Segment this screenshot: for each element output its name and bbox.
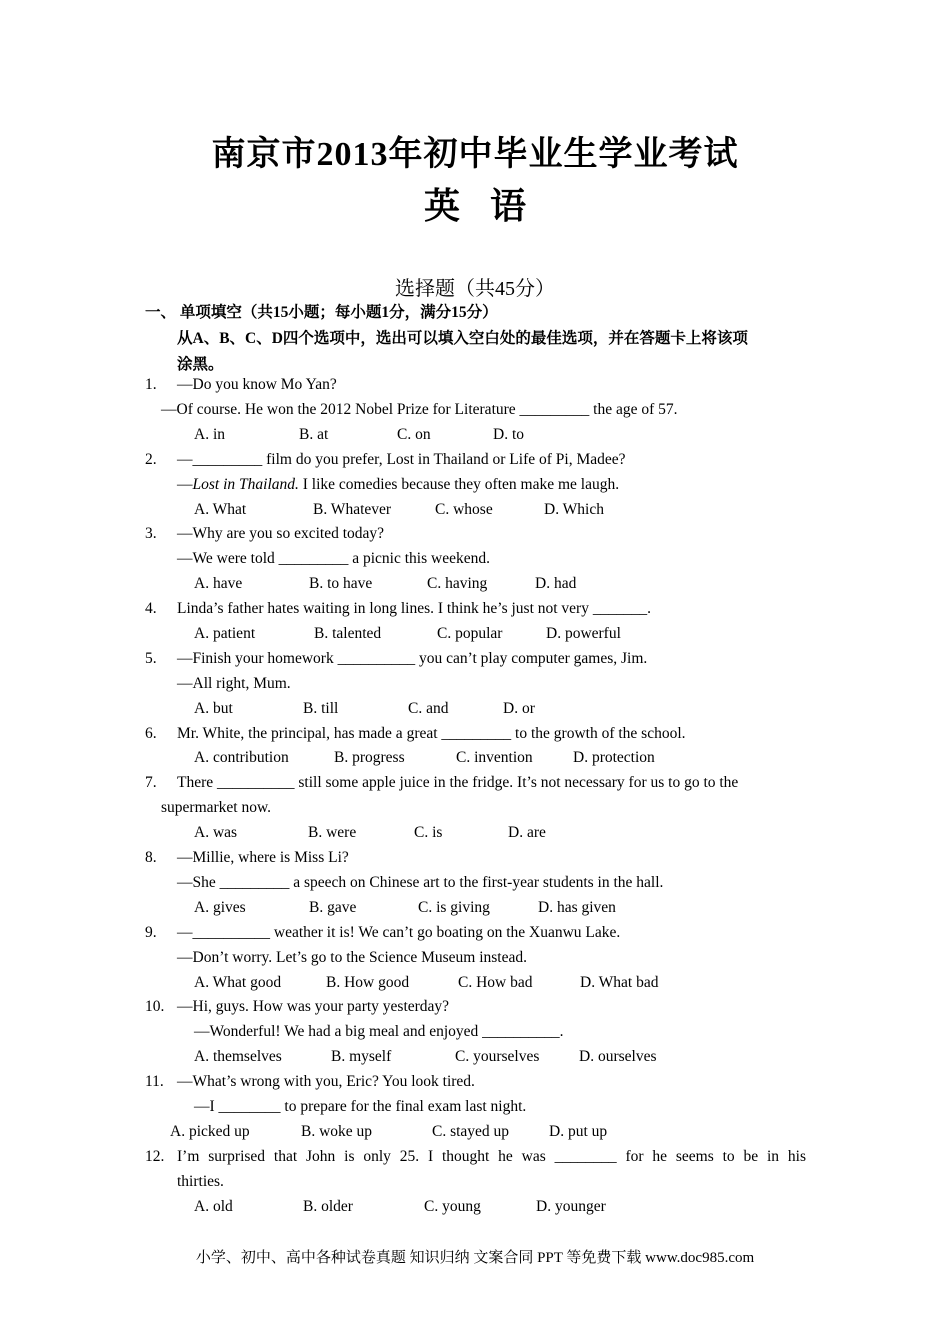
question-number: 1. bbox=[145, 376, 157, 393]
option: D. protection bbox=[573, 749, 655, 766]
question-number: 4. bbox=[145, 600, 157, 617]
question-number: 10. bbox=[145, 998, 165, 1015]
option: D. had bbox=[535, 575, 577, 592]
option: C. having bbox=[427, 575, 488, 592]
question-number: 9. bbox=[145, 924, 157, 941]
question-line: —All right, Mum. bbox=[177, 675, 291, 692]
option: B. gave bbox=[309, 899, 357, 916]
option: C. yourselves bbox=[455, 1048, 540, 1065]
option: A. in bbox=[194, 426, 225, 443]
option: D. Which bbox=[544, 501, 604, 518]
option: A. old bbox=[194, 1198, 233, 1215]
question-line: —Why are you so excited today? bbox=[177, 525, 385, 542]
option: A. gives bbox=[194, 899, 246, 916]
dash: — bbox=[177, 476, 193, 493]
option: D. powerful bbox=[546, 625, 621, 642]
option: C. popular bbox=[437, 625, 503, 642]
footer-text: 小学、初中、高中各种试卷真题 知识归纳 文案合同 PPT 等免费下载 www.doc985.com bbox=[195, 1250, 755, 1266]
question-number: 2. bbox=[145, 451, 157, 468]
option: A. was bbox=[194, 824, 238, 841]
option: C. is giving bbox=[418, 899, 490, 916]
option: B. woke up bbox=[301, 1123, 373, 1140]
page-title: 南京市2013年初中毕业生学业考试 bbox=[211, 136, 739, 173]
question-line: There __________ still some apple juice in the fridge. It’s not necessary for us to go to the bbox=[177, 774, 739, 791]
question-line: —_________ film do you prefer, Lost in Thailand or Life of Pi, Madee? bbox=[177, 451, 626, 468]
question-line: —What’s wrong with you, Eric? You look tired. bbox=[177, 1073, 475, 1090]
option: B. were bbox=[308, 824, 357, 841]
option: C. whose bbox=[435, 501, 493, 518]
question-number: 11. bbox=[145, 1073, 164, 1090]
question-number: 3. bbox=[145, 525, 157, 542]
question-line: Linda’s father hates waiting in long lines. I think he’s just not very _______. bbox=[177, 600, 651, 617]
option: D. younger bbox=[536, 1198, 606, 1215]
option: B. older bbox=[303, 1198, 353, 1215]
question-line: I’m surprised that John is only 25. I thought he was ________ for he seems to be in his bbox=[177, 1148, 806, 1165]
part-heading: 一、 单项填空（共15小题；每小题1分，满分15分） bbox=[145, 304, 498, 321]
option: B. Whatever bbox=[313, 501, 392, 518]
option: D. are bbox=[508, 824, 546, 841]
option: A. picked up bbox=[170, 1123, 250, 1140]
question-number: 12. bbox=[145, 1148, 165, 1165]
option: D. What bad bbox=[580, 974, 659, 991]
option: C. invention bbox=[456, 749, 533, 766]
option: D. has given bbox=[538, 899, 616, 916]
italic-title: Lost in Thailand. bbox=[192, 476, 299, 493]
question-number: 8. bbox=[145, 849, 157, 866]
option: B. till bbox=[303, 700, 339, 717]
question-line: supermarket now. bbox=[161, 799, 272, 816]
question-line: —Don’t worry. Let’s go to the Science Museum instead. bbox=[177, 949, 527, 966]
question-line: —Wonderful! We had a big meal and enjoyed __________. bbox=[194, 1023, 564, 1040]
option: A. patient bbox=[194, 625, 256, 642]
option: A. contribution bbox=[194, 749, 289, 766]
option: C. young bbox=[424, 1198, 481, 1215]
option: A. What bbox=[194, 501, 247, 518]
option: D. to bbox=[493, 426, 524, 443]
option: A. What good bbox=[194, 974, 282, 991]
option: B. to have bbox=[309, 575, 373, 592]
option: D. put up bbox=[549, 1123, 608, 1140]
option: D. or bbox=[503, 700, 535, 717]
question-line: —Finish your homework __________ you can’t play computer games, Jim. bbox=[177, 650, 648, 667]
option: A. themselves bbox=[194, 1048, 282, 1065]
question-line: —Do you know Mo Yan? bbox=[177, 376, 337, 393]
question-line: —Of course. He won the 2012 Nobel Prize for Literature _________ the age of 57. bbox=[161, 401, 678, 418]
question-number: 6. bbox=[145, 725, 157, 742]
option: B. talented bbox=[314, 625, 382, 642]
question-line: —She _________ a speech on Chinese art to the first-year students in the hall. bbox=[177, 874, 664, 891]
option: B. at bbox=[299, 426, 329, 443]
subject-title: 英语 bbox=[423, 186, 556, 226]
line-rest: I like comedies because they often make me laugh. bbox=[298, 476, 620, 493]
question-line: Mr. White, the principal, has made a great _________ to the growth of the school. bbox=[177, 725, 686, 742]
option: A. have bbox=[194, 575, 243, 592]
section-title: 选择题（共45分） bbox=[395, 278, 555, 300]
question-line: thirties. bbox=[177, 1173, 224, 1190]
option: C. and bbox=[408, 700, 449, 717]
option: C. How bad bbox=[458, 974, 533, 991]
option: B. myself bbox=[331, 1048, 392, 1065]
option: B. progress bbox=[334, 749, 405, 766]
instruction-line-1: 从A、B、C、D四个选项中，选出可以填入空白处的最佳选项，并在答题卡上将该项 bbox=[177, 330, 748, 347]
question-line: —Hi, guys. How was your party yesterday? bbox=[177, 998, 450, 1015]
option: C. is bbox=[414, 824, 443, 841]
question-line: —Millie, where is Miss Li? bbox=[177, 849, 349, 866]
question-line bbox=[177, 476, 619, 494]
option: A. but bbox=[194, 700, 233, 717]
question-line: —We were told _________ a picnic this weekend. bbox=[177, 550, 490, 567]
question-line: —__________ weather it is! We can’t go boating on the Xuanwu Lake. bbox=[177, 924, 621, 941]
question-line: —I ________ to prepare for the final exam last night. bbox=[194, 1098, 527, 1115]
option: C. stayed up bbox=[432, 1123, 510, 1140]
question-number: 5. bbox=[145, 650, 157, 667]
question-number: 7. bbox=[145, 774, 157, 791]
instruction-line-2: 涂黑。 bbox=[177, 356, 224, 373]
option: C. on bbox=[397, 426, 431, 443]
option: D. ourselves bbox=[579, 1048, 657, 1065]
option: B. How good bbox=[326, 974, 410, 991]
